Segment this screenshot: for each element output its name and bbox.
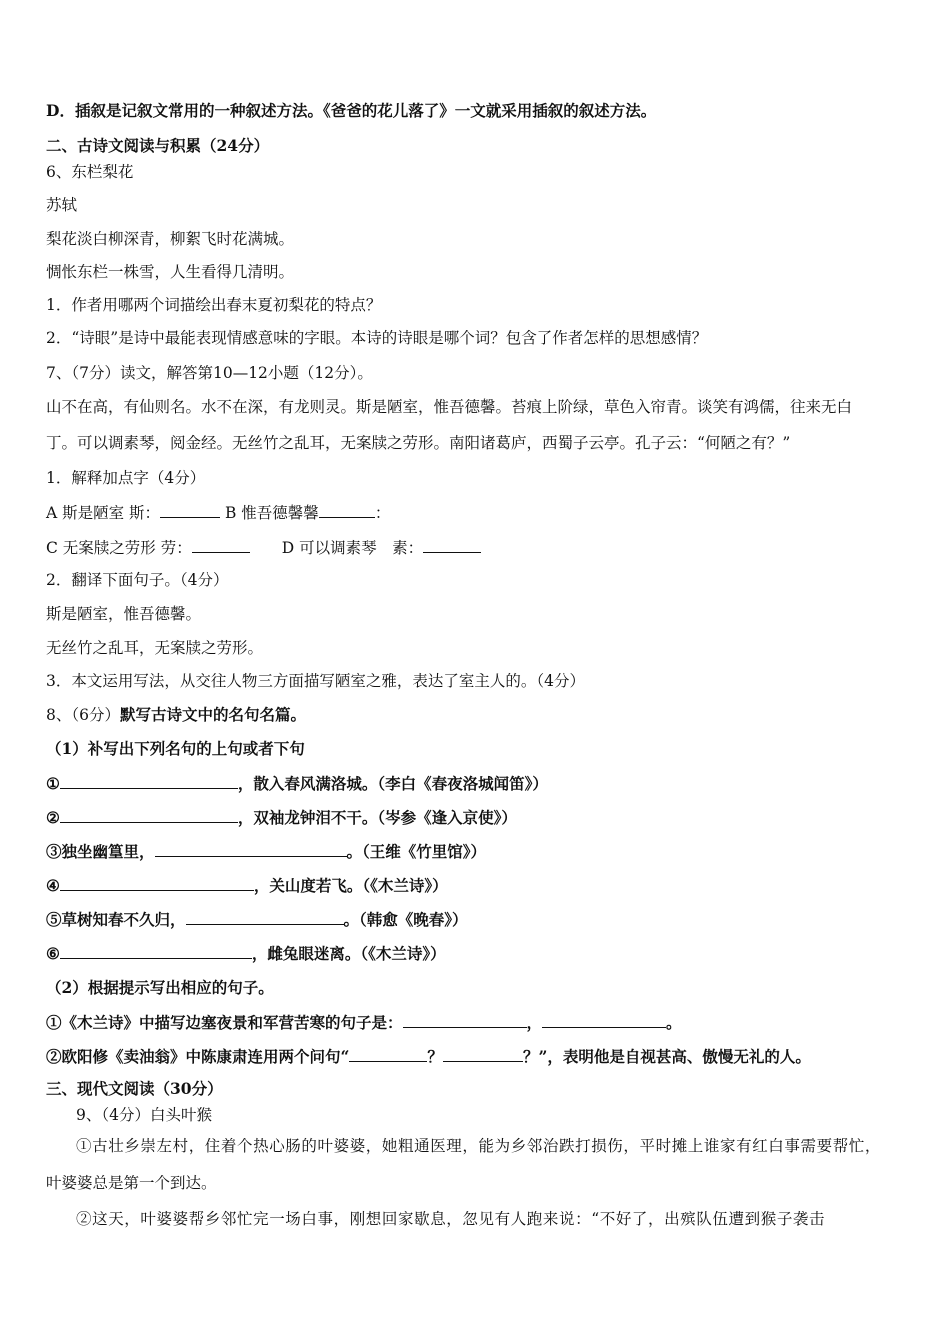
translate-sentence-1: 斯是陋室，惟吾德馨。 (46, 605, 202, 623)
hint-2-text-b: ？”，表明他是自视甚高、傲慢无礼的人。 (522, 1047, 811, 1066)
fill-1-num: ① (46, 774, 60, 793)
hint-line-2 (46, 1045, 811, 1068)
fill-line-5 (46, 908, 468, 931)
poem-line-1: 梨花淡白柳深青，柳絮飞时花满城。 (46, 230, 295, 248)
hint-1-text: ①《木兰诗》中描写边塞夜景和军营苦寒的句子是： (46, 1013, 403, 1032)
fill-4-num: ④ (46, 876, 60, 895)
fill-5-blank[interactable] (186, 908, 344, 925)
q7-sub-2: 2．翻译下面句子。（4分） (46, 571, 229, 589)
fill-5-text-b: 。（韩愈《晚春》） (343, 910, 468, 929)
question-9-title: 9、（4分）白头叶猴 (76, 1106, 212, 1124)
fill-2-text: ，双袖龙钟泪不干。（岑参《逢入京使》） (237, 808, 517, 827)
fill-2-blank[interactable] (60, 806, 238, 823)
fill-line-4 (46, 874, 448, 897)
fill-line-1 (46, 772, 548, 795)
fill-6-blank[interactable] (60, 942, 252, 959)
translate-sentence-2: 无丝竹之乱耳，无案牍之劳形。 (46, 639, 264, 657)
hint-2-blank-a[interactable] (349, 1045, 427, 1062)
q7-sub-3: 3．本文运用写法，从交往人物三方面描写陋室之雅，表达了室主人的。（4分） (46, 672, 585, 690)
question-8-title (46, 704, 306, 726)
q8-part-2: （2）根据提示写出相应的句子。 (46, 978, 274, 997)
fill-3-text-b: 。（王维《竹里馆》） (346, 842, 487, 861)
fill-3-text-a: ③独坐幽篁里， (46, 842, 155, 861)
hint-1-blank-a[interactable] (403, 1011, 527, 1028)
poem-author: 苏轼 (46, 196, 78, 214)
fill-3-blank[interactable] (155, 840, 347, 857)
q7-sub-1: 1．解释加点字（4分） (46, 469, 206, 487)
fill-1-text: ，散入春风满洛城。（李白《春夜洛城闻笛》） (237, 774, 548, 793)
q7-sub-1-items-ab (46, 501, 390, 524)
option-d-line: D．插叙是记叙文常用的一种叙述方法。《爸爸的花儿落了》一文就采用插叙的叙述方法。 (46, 101, 657, 120)
story-para-2-line-1: ②这天，叶婆婆帮乡邻忙完一场白事，刚想回家歇息，忽见有人跑来说：“不好了，出殡队伍遭到猴子袭击 (76, 1210, 826, 1228)
q8-points: 8、（6分） (46, 706, 120, 724)
hint-2-q1: ？ (427, 1047, 443, 1066)
item-b-colon: ： (374, 504, 391, 522)
hint-2-blank-b[interactable] (443, 1045, 523, 1062)
item-b-blank[interactable] (319, 501, 375, 518)
question-6-title: 6、东栏梨花 (46, 163, 134, 181)
item-b-label: B 惟吾德馨馨 (220, 504, 319, 522)
fill-line-3 (46, 840, 486, 863)
item-d-label: D 可以调素琴 素： (281, 539, 424, 557)
hint-1-blank-b[interactable] (542, 1011, 666, 1028)
fill-4-blank[interactable] (60, 874, 254, 891)
q6-sub-1: 1．作者用哪两个词描绘出春末夏初梨花的特点？ (46, 296, 382, 314)
item-d-blank[interactable] (423, 536, 481, 553)
item-c-label: C 无案牍之劳形 劳： (46, 539, 192, 557)
q7-sub-1-items-cd (46, 536, 481, 559)
item-a-blank[interactable] (160, 501, 220, 518)
fill-2-num: ② (46, 808, 60, 827)
question-7-title: 7、（7分）读文，解答第10—12小题（12分）。 (46, 364, 373, 382)
fill-1-blank[interactable] (60, 772, 238, 789)
fill-6-text: ，雌兔眼迷离。（《木兰诗》） (251, 944, 446, 963)
q8-part-1: （1）补写出下列名句的上句或者下句 (46, 739, 305, 758)
poem-line-2: 惆怅东栏一株雪，人生看得几清明。 (46, 263, 295, 281)
fill-line-6 (46, 942, 446, 965)
hint-line-1 (46, 1011, 682, 1034)
fill-line-2 (46, 806, 517, 829)
item-a-label: A 斯是陋室 斯： (46, 504, 161, 522)
fill-5-text-a: ⑤草树知春不久归， (46, 910, 186, 929)
hint-1-period: 。 (666, 1013, 682, 1032)
passage-line-2: 丁。可以调素琴，阅金经。无丝竹之乱耳，无案牍之劳形。南阳诸葛庐，西蜀子云亭。孔子云：“何陋之有？” (46, 434, 791, 452)
q8-instruction: 默写古诗文中的名句名篇。 (119, 705, 306, 724)
item-c-blank[interactable] (192, 536, 250, 553)
fill-6-num: ⑥ (46, 944, 60, 963)
hint-2-text-a: ②欧阳修《卖油翁》中陈康肃连用两个问句“ (46, 1047, 350, 1066)
passage-line-1: 山不在高，有仙则名。水不在深，有龙则灵。斯是陋室，惟吾德馨。苔痕上阶绿，草色入帘青。谈笑有鸿儒，往来无白 (46, 398, 853, 416)
section-three-heading: 三、现代文阅读（30分） (46, 1079, 223, 1098)
section-two-heading: 二、古诗文阅读与积累（24分） (46, 136, 270, 155)
story-para-1-line-2: 叶婆婆总是第一个到达。 (46, 1174, 217, 1192)
story-para-1-line-1: ①古壮乡崇左村，住着个热心肠的叶婆婆，她粗通医理，能为乡邻治跌打损伤，平时摊上谁家有红白事需要帮忙， (76, 1137, 882, 1155)
hint-1-comma: ， (526, 1013, 543, 1032)
fill-4-text: ，关山度若飞。（《木兰诗》） (253, 876, 448, 895)
q6-sub-2: 2．“诗眼”是诗中最能表现情感意味的字眼。本诗的诗眼是哪个词？包含了作者怎样的思想感情？ (46, 329, 708, 347)
